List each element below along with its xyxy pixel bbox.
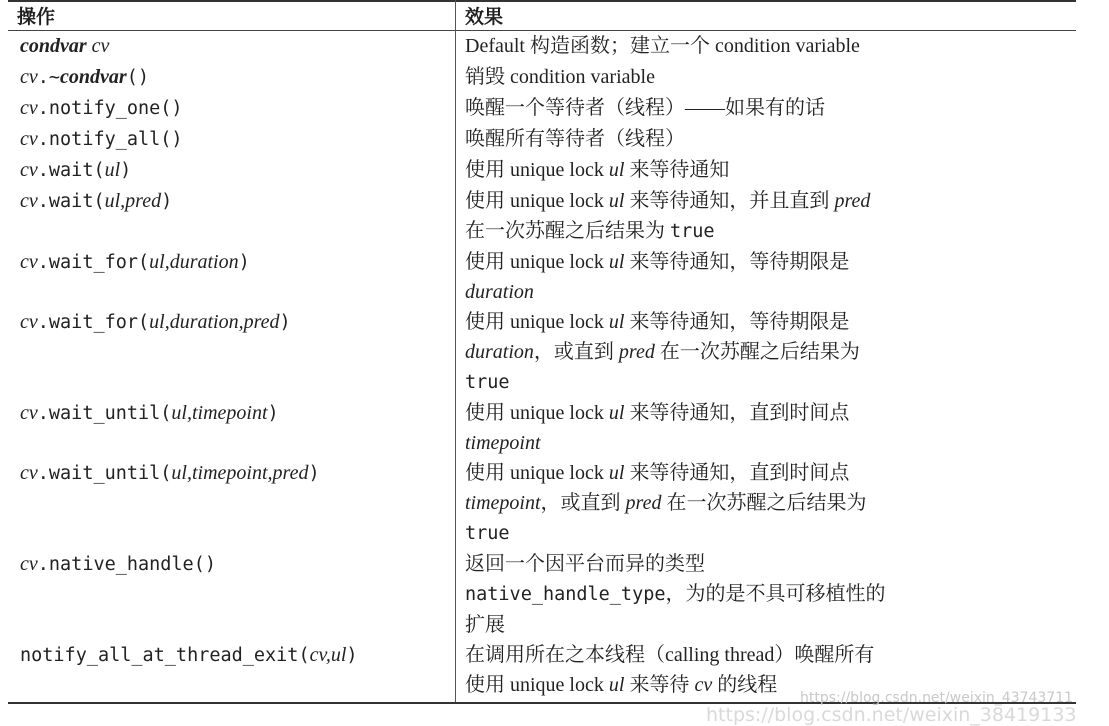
effect-line [465,307,1076,337]
operation-cell [8,247,455,307]
text-segment: cv [20,251,38,273]
text-segment: ul [608,190,625,212]
text-segment: 来等待通知，等待期限是 [624,251,850,273]
text-segment: cv [20,311,38,333]
table-body [8,31,1076,701]
text-segment: 使用 unique lock [465,462,609,484]
text-segment: 在一次苏醒之后结果为 [465,220,670,242]
effect-cell [455,307,1076,398]
effect-cell [455,93,1076,124]
effect-cell [455,62,1076,93]
text-segment: ，或直到 [540,492,626,514]
effect-cell [455,247,1076,307]
table-row [8,247,1076,307]
text-segment: 来等待 [624,674,695,696]
text-segment: 使用 unique lock [465,190,609,212]
text-segment: 来等待通知，等待期限是 [624,311,850,333]
text-segment: duration [465,341,534,363]
table-row [8,307,1076,398]
text-segment: 唤醒所有等待者（线程） [465,128,685,150]
header-effect: 效果 [455,0,1076,31]
text-segment: .wait_until( [37,463,172,484]
text-segment: timepoint [465,432,541,454]
text-segment: ) [346,645,358,666]
text-segment: 唤醒一个等待者（线程）——如果有的话 [465,97,825,119]
top-rule [8,0,1076,2]
table-row [8,93,1076,124]
effect-line [465,124,1076,154]
text-segment: condvar [60,66,127,88]
table-row [8,31,1076,63]
effect-cell [455,155,1076,186]
text-segment: pred [834,190,871,212]
text-segment: timepoint [465,492,541,514]
effect-line [465,277,1076,307]
text-segment: ul [608,674,625,696]
effect-line [465,488,1076,518]
table-row [8,124,1076,155]
text-segment: ul,duration,pred [149,311,280,333]
effect-cell [455,458,1076,549]
text-segment: 来等待通知 [624,159,730,181]
text-segment: true [465,372,510,393]
text-segment: 来等待通知，直到时间点 [624,402,850,424]
text-segment: ul [608,462,625,484]
text-segment: ul,timepoint [171,402,268,424]
effect-cell [455,124,1076,155]
effect-line [465,155,1076,185]
text-segment: ul [608,251,625,273]
text-segment: ) [161,191,173,212]
text-segment: 在一次苏醒之后结果为 [654,341,860,363]
effect-cell [455,398,1076,458]
operation-cell [8,124,455,155]
effect-line [465,398,1076,428]
text-segment: 返回一个因平台而异的类型 [465,553,705,575]
text-segment: .native_handle() [37,554,216,575]
text-segment: ul,timepoint,pred [171,462,309,484]
effect-line [465,458,1076,488]
operation-cell [8,307,455,398]
text-segment: native_handle_type [465,584,666,605]
text-segment: pred [618,341,655,363]
text-segment: duration [465,281,534,303]
text-segment: ul [608,402,625,424]
header-row [8,0,1076,31]
text-segment: cv [20,402,38,424]
operation-cell [8,640,455,700]
text-segment: cv,ul [309,644,347,666]
effect-cell [455,549,1076,640]
operation-cell [8,186,455,247]
text-segment: Default 构造函数；建立一个 condition variable [465,35,860,57]
text-segment: ) [120,160,132,181]
text-segment: .wait_until( [37,403,172,424]
column-divider [455,0,456,702]
text-segment: ul [104,159,121,181]
text-segment: .wait( [37,160,105,181]
effect-line [465,640,1076,670]
table-row [8,458,1076,549]
operation-cell [8,31,455,63]
header-operation: 操作 [8,0,455,31]
text-segment: ) [279,312,291,333]
text-segment: 使用 unique lock [465,251,609,273]
table-row [8,62,1076,93]
effect-cell [455,186,1076,247]
table-row [8,398,1076,458]
text-segment: 销毁 condition variable [465,66,655,88]
effect-line [465,93,1076,123]
text-segment: cv [20,66,38,88]
text-segment: cv [20,128,38,150]
text-segment: cv [20,553,38,575]
text-segment: .~ [37,67,61,88]
operation-cell [8,549,455,640]
text-segment: ul [608,159,625,181]
effect-line [465,610,1076,640]
effect-line [465,186,1076,216]
text-segment: ul,pred [104,190,162,212]
effect-line [465,518,1076,549]
operation-cell [8,93,455,124]
text-segment: ) [308,463,320,484]
operation-cell [8,62,455,93]
text-segment: true [670,221,715,242]
effect-line [465,337,1076,367]
condition-variable-table [8,0,1076,700]
effect-line [465,428,1076,458]
text-segment: cv [86,35,110,57]
text-segment: cv [20,159,38,181]
text-segment: 在一次苏醒之后结果为 [661,492,867,514]
text-segment: 使用 unique lock [465,402,609,424]
text-segment: pred [625,492,662,514]
text-segment: ) [267,403,279,424]
effect-line [465,62,1076,92]
text-segment: .wait( [37,191,105,212]
text-segment: ，或直到 [533,341,619,363]
text-segment: cv [20,462,38,484]
text-segment: .wait_for( [37,312,150,333]
text-segment: .wait_for( [37,252,150,273]
effect-line [465,216,1076,247]
effect-line [465,549,1076,579]
text-segment: 使用 unique lock [465,311,609,333]
watermark-text: https://blog.csdn.net/weixin_43743711 [800,690,1074,706]
text-segment: condvar [20,35,87,57]
table-row [8,549,1076,640]
table-row [8,155,1076,186]
text-segment: ul,duration [149,251,239,273]
operation-cell [8,155,455,186]
operation-cell [8,398,455,458]
effect-cell [455,31,1076,63]
text-segment: cv [20,190,38,212]
text-segment: ，为的是不具可移植性的 [665,583,886,605]
text-segment: ) [238,252,250,273]
text-segment: ul [608,311,625,333]
text-segment: cv [694,674,713,696]
table-row [8,186,1076,247]
text-segment: 来等待通知，直到时间点 [624,462,850,484]
text-segment: 在调用所在之本线程（calling thread）唤醒所有 [465,644,875,666]
text-segment: 的线程 [712,674,778,696]
text-segment: 扩展 [465,614,505,636]
text-segment: .notify_all() [37,129,183,150]
text-segment: 来等待通知，并且直到 [624,190,835,212]
effect-line [465,31,1076,61]
effect-line [465,247,1076,277]
text-segment: () [126,67,149,88]
effect-line [465,367,1076,398]
text-segment: 使用 unique lock [465,159,609,181]
text-segment: .notify_one() [37,98,183,119]
text-segment: cv [20,97,38,119]
watermark-text: https://blog.csdn.net/weixin_38419133 [706,704,1077,726]
operation-cell [8,458,455,549]
text-segment: true [465,523,510,544]
text-segment: 使用 unique lock [465,674,609,696]
text-segment: notify_all_at_thread_exit( [20,645,310,666]
effect-line [465,579,1076,610]
